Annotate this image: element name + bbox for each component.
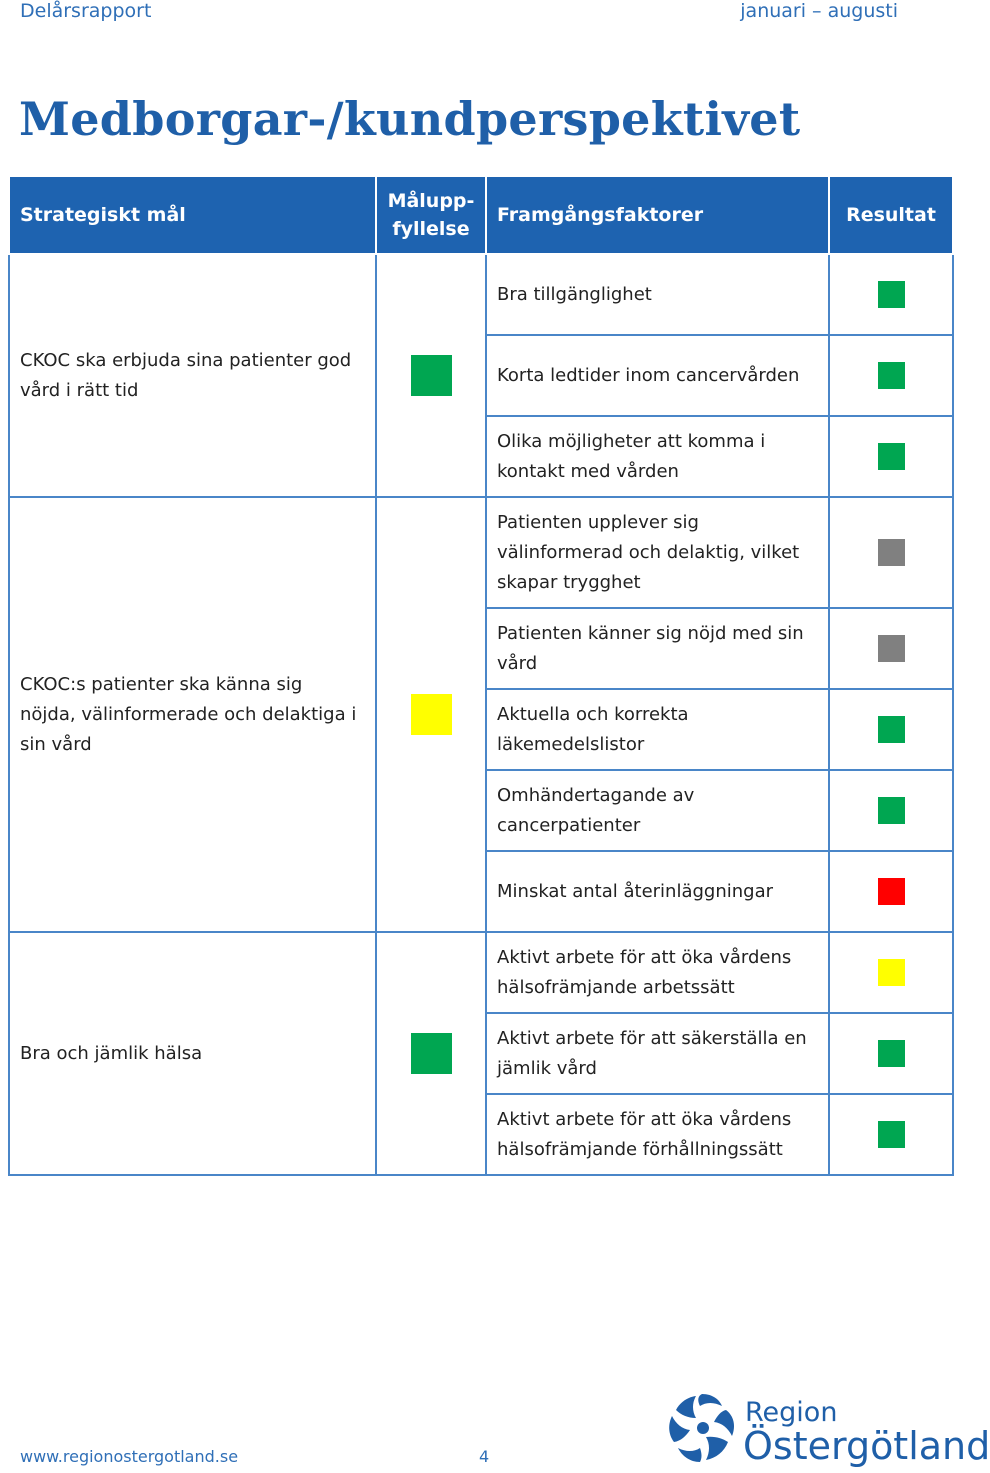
header-fulfillment-line2: fyllelse bbox=[392, 218, 470, 240]
factor-cell bbox=[486, 497, 829, 608]
result-indicator bbox=[878, 281, 905, 308]
result-indicator bbox=[878, 362, 905, 389]
factor-cell bbox=[486, 608, 829, 689]
result-cell bbox=[829, 689, 953, 770]
factor-cell bbox=[486, 254, 829, 335]
result-cell bbox=[829, 851, 953, 932]
table-row bbox=[9, 497, 953, 608]
goals-table bbox=[8, 175, 954, 1176]
header-fulfillment-line1: Målupp- bbox=[387, 190, 475, 212]
goal-text: Bra och jämlik hälsa bbox=[20, 1042, 203, 1064]
header-strategic-goal: Strategiskt mål bbox=[9, 176, 376, 254]
result-indicator bbox=[878, 539, 905, 566]
result-cell bbox=[829, 254, 953, 335]
factor-cell bbox=[486, 335, 829, 416]
factor-text: Aktivt arbete för att öka vårdens hälsofrämjande arbetssätt bbox=[497, 946, 792, 998]
factor-text: Bra tillgänglighet bbox=[497, 283, 652, 305]
factor-cell bbox=[486, 1013, 829, 1094]
result-cell bbox=[829, 416, 953, 497]
factor-text: Aktuella och korrekta läkemedelslistor bbox=[497, 703, 689, 755]
factor-text: Patienten känner sig nöjd med sin vård bbox=[497, 622, 804, 674]
result-cell bbox=[829, 608, 953, 689]
result-indicator bbox=[878, 716, 905, 743]
factor-cell bbox=[486, 416, 829, 497]
result-cell bbox=[829, 497, 953, 608]
footer-url-link[interactable]: www.regionostergotland.se bbox=[20, 1447, 239, 1466]
goal-cell bbox=[9, 497, 376, 932]
goal-cell bbox=[9, 932, 376, 1175]
factor-cell bbox=[486, 770, 829, 851]
region-logo-icon bbox=[664, 1390, 744, 1468]
report-name: Delårsrapport bbox=[20, 0, 152, 22]
factor-text: Aktivt arbete för att säkerställa en jämlik vård bbox=[497, 1027, 807, 1079]
table-row bbox=[9, 932, 953, 1013]
result-cell bbox=[829, 770, 953, 851]
goal-text: CKOC ska erbjuda sina patienter god vård i rätt tid bbox=[20, 349, 352, 401]
result-indicator bbox=[878, 1040, 905, 1067]
fulfillment-cell bbox=[376, 254, 486, 497]
result-cell bbox=[829, 1013, 953, 1094]
page-number: 4 bbox=[479, 1447, 490, 1466]
result-indicator bbox=[878, 635, 905, 662]
factor-text: Patienten upplever sig välinformerad och delaktig, vilket skapar trygghet bbox=[497, 511, 800, 593]
goal-text: CKOC:s patienter ska känna sig nöjda, välinformerade och delaktiga i sin vård bbox=[20, 673, 357, 755]
header-success-factors: Framgångsfaktorer bbox=[486, 176, 829, 254]
factor-text: Olika möjligheter att komma i kontakt med vården bbox=[497, 430, 766, 482]
result-indicator bbox=[878, 797, 905, 824]
fulfillment-indicator bbox=[411, 355, 452, 396]
table-row bbox=[9, 254, 953, 335]
result-indicator bbox=[878, 443, 905, 470]
logo-text-name: Östergötland bbox=[743, 1424, 990, 1468]
goal-cell bbox=[9, 254, 376, 497]
result-cell bbox=[829, 932, 953, 1013]
fulfillment-indicator bbox=[411, 1033, 452, 1074]
logo-text-region: Region bbox=[745, 1397, 838, 1428]
result-indicator bbox=[878, 878, 905, 905]
factor-cell bbox=[486, 1094, 829, 1175]
result-indicator bbox=[878, 959, 905, 986]
report-period: januari – augusti bbox=[740, 0, 898, 22]
result-cell bbox=[829, 335, 953, 416]
factor-cell bbox=[486, 689, 829, 770]
header-fulfillment bbox=[376, 176, 486, 254]
factor-text: Minskat antal återinläggningar bbox=[497, 880, 774, 902]
factor-cell bbox=[486, 851, 829, 932]
table-header-row bbox=[9, 176, 953, 254]
fulfillment-cell bbox=[376, 497, 486, 932]
factor-text: Aktivt arbete för att öka vårdens hälsofrämjande förhållningssätt bbox=[497, 1108, 792, 1160]
factor-cell bbox=[486, 932, 829, 1013]
result-indicator bbox=[878, 1121, 905, 1148]
factor-text: Omhändertagande av cancerpatienter bbox=[497, 784, 695, 836]
header-result: Resultat bbox=[829, 176, 953, 254]
result-cell bbox=[829, 1094, 953, 1175]
factor-text: Korta ledtider inom cancervården bbox=[497, 364, 800, 386]
fulfillment-cell bbox=[376, 932, 486, 1175]
fulfillment-indicator bbox=[411, 694, 452, 735]
page-title: Medborgar-/kundperspektivet bbox=[19, 92, 801, 146]
